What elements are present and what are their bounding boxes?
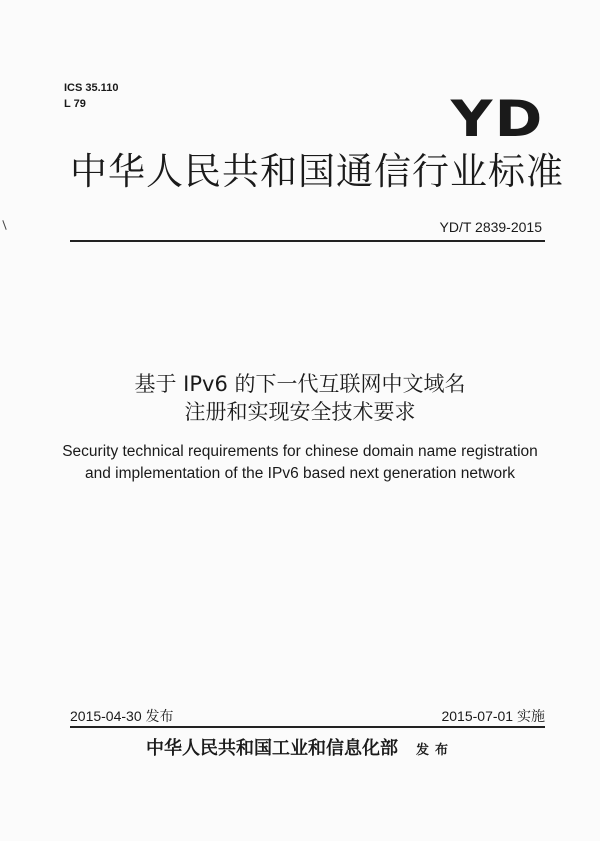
footer-divider [70, 726, 545, 728]
publisher [0, 734, 600, 760]
classification-code: L 79 [64, 98, 86, 110]
standard-type-title: 中华人民共和国通信行业标准 [70, 150, 564, 193]
title-zh-line2: 注册和实现安全技术要求 [184, 400, 416, 424]
title-en-line2: and implementation of the IPv6 based next generation network [85, 465, 515, 482]
yd-logo: YD [451, 90, 545, 148]
implementation-date: 2015-07-01 实施 [441, 708, 545, 724]
scan-mark [2, 220, 6, 230]
issue-date: 2015-04-30 发布 [70, 708, 174, 724]
standard-number: YD/T 2839-2015 [439, 219, 542, 235]
ics-code: ICS 35.110 [64, 82, 119, 94]
header-divider [70, 240, 545, 242]
title-zh-line1: 基于 IPv6 的下一代互联网中文域名 [134, 372, 466, 396]
publisher-name: 中华人民共和国工业和信息化部 [145, 738, 398, 759]
title-en-line1: Security technical requirements for chinese domain name registration [62, 443, 538, 460]
publish-label: 发布 [415, 743, 454, 758]
